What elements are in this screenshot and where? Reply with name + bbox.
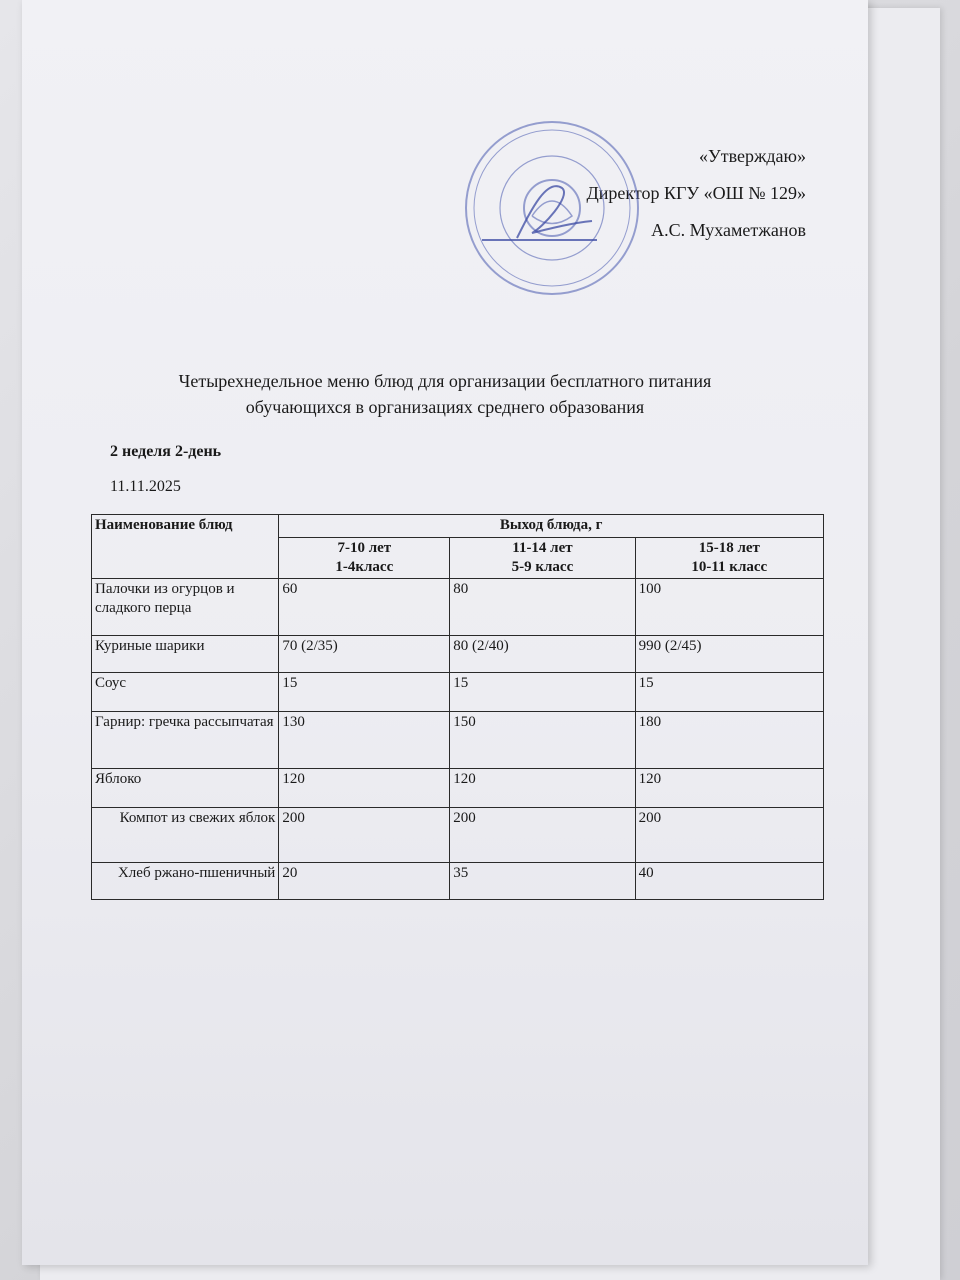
- portion-11-14: 120: [450, 769, 635, 808]
- approval-signatory: А.С. Мухаметжанов: [651, 220, 806, 240]
- portion-7-10: 120: [279, 769, 450, 808]
- portion-15-18: 180: [635, 712, 823, 769]
- table-row: [92, 712, 824, 769]
- approval-heading: «Утверждаю»: [698, 146, 806, 166]
- week-day-label: 2 неделя 2-день: [110, 443, 222, 460]
- title-line-2: обучающихся в организациях среднего образования: [245, 397, 645, 417]
- portion-11-14: 200: [450, 808, 635, 863]
- dish-name: Куриные шарики: [92, 636, 279, 673]
- official-stamp-icon: [462, 118, 642, 298]
- portion-15-18: 15: [635, 673, 823, 712]
- portion-15-18: 120: [635, 769, 823, 808]
- dish-name: Палочки из огурцов и сладкого перца: [92, 579, 279, 636]
- document-page: [22, 0, 868, 1265]
- menu-table: [91, 514, 824, 900]
- dish-name: Хлеб ржано-пшеничный: [92, 863, 279, 900]
- approval-position: Директор КГУ «ОШ № 129»: [586, 183, 806, 203]
- table-row: [92, 769, 824, 808]
- document-title: [22, 368, 868, 420]
- portion-11-14: 35: [450, 863, 635, 900]
- portion-15-18: 100: [635, 579, 823, 636]
- age-range: 7-10 лет: [337, 540, 392, 556]
- title-line-1: Четырехнедельное меню блюд для организации бесплатного питания: [178, 371, 712, 391]
- table-row: [92, 808, 824, 863]
- dish-name: Соус: [92, 673, 279, 712]
- portion-7-10: 20: [279, 863, 450, 900]
- portion-11-14: 80: [450, 579, 635, 636]
- portion-7-10: 130: [279, 712, 450, 769]
- portion-11-14: 15: [450, 673, 635, 712]
- portion-11-14: 150: [450, 712, 635, 769]
- portion-15-18: 990 (2/45): [635, 636, 823, 673]
- grade-range: 1-4класс: [335, 559, 394, 575]
- grade-range: 10-11 класс: [691, 559, 768, 575]
- age-range: 15-18 лет: [698, 540, 760, 556]
- grade-range: 5-9 класс: [511, 559, 574, 575]
- portion-11-14: 80 (2/40): [450, 636, 635, 673]
- portion-7-10: 15: [279, 673, 450, 712]
- table-row: [92, 636, 824, 673]
- dish-name: Гарнир: гречка рассыпчатая: [92, 712, 279, 769]
- table-row: [92, 673, 824, 712]
- table-row: [92, 579, 824, 636]
- header-portion-output: Выход блюда, г: [279, 515, 824, 538]
- table-header-row: [92, 515, 824, 538]
- table-row: [92, 863, 824, 900]
- portion-7-10: 200: [279, 808, 450, 863]
- portion-15-18: 40: [635, 863, 823, 900]
- dish-name: Яблоко: [92, 769, 279, 808]
- dish-name: Компот из свежих яблок: [92, 808, 279, 863]
- header-age-group-3: [635, 538, 823, 579]
- header-dish-name: Наименование блюд: [92, 515, 279, 579]
- menu-date: 11.11.2025: [110, 478, 181, 495]
- portion-15-18: 200: [635, 808, 823, 863]
- header-age-group-1: [279, 538, 450, 579]
- portion-7-10: 60: [279, 579, 450, 636]
- portion-7-10: 70 (2/35): [279, 636, 450, 673]
- header-age-group-2: [450, 538, 635, 579]
- age-range: 11-14 лет: [512, 540, 573, 556]
